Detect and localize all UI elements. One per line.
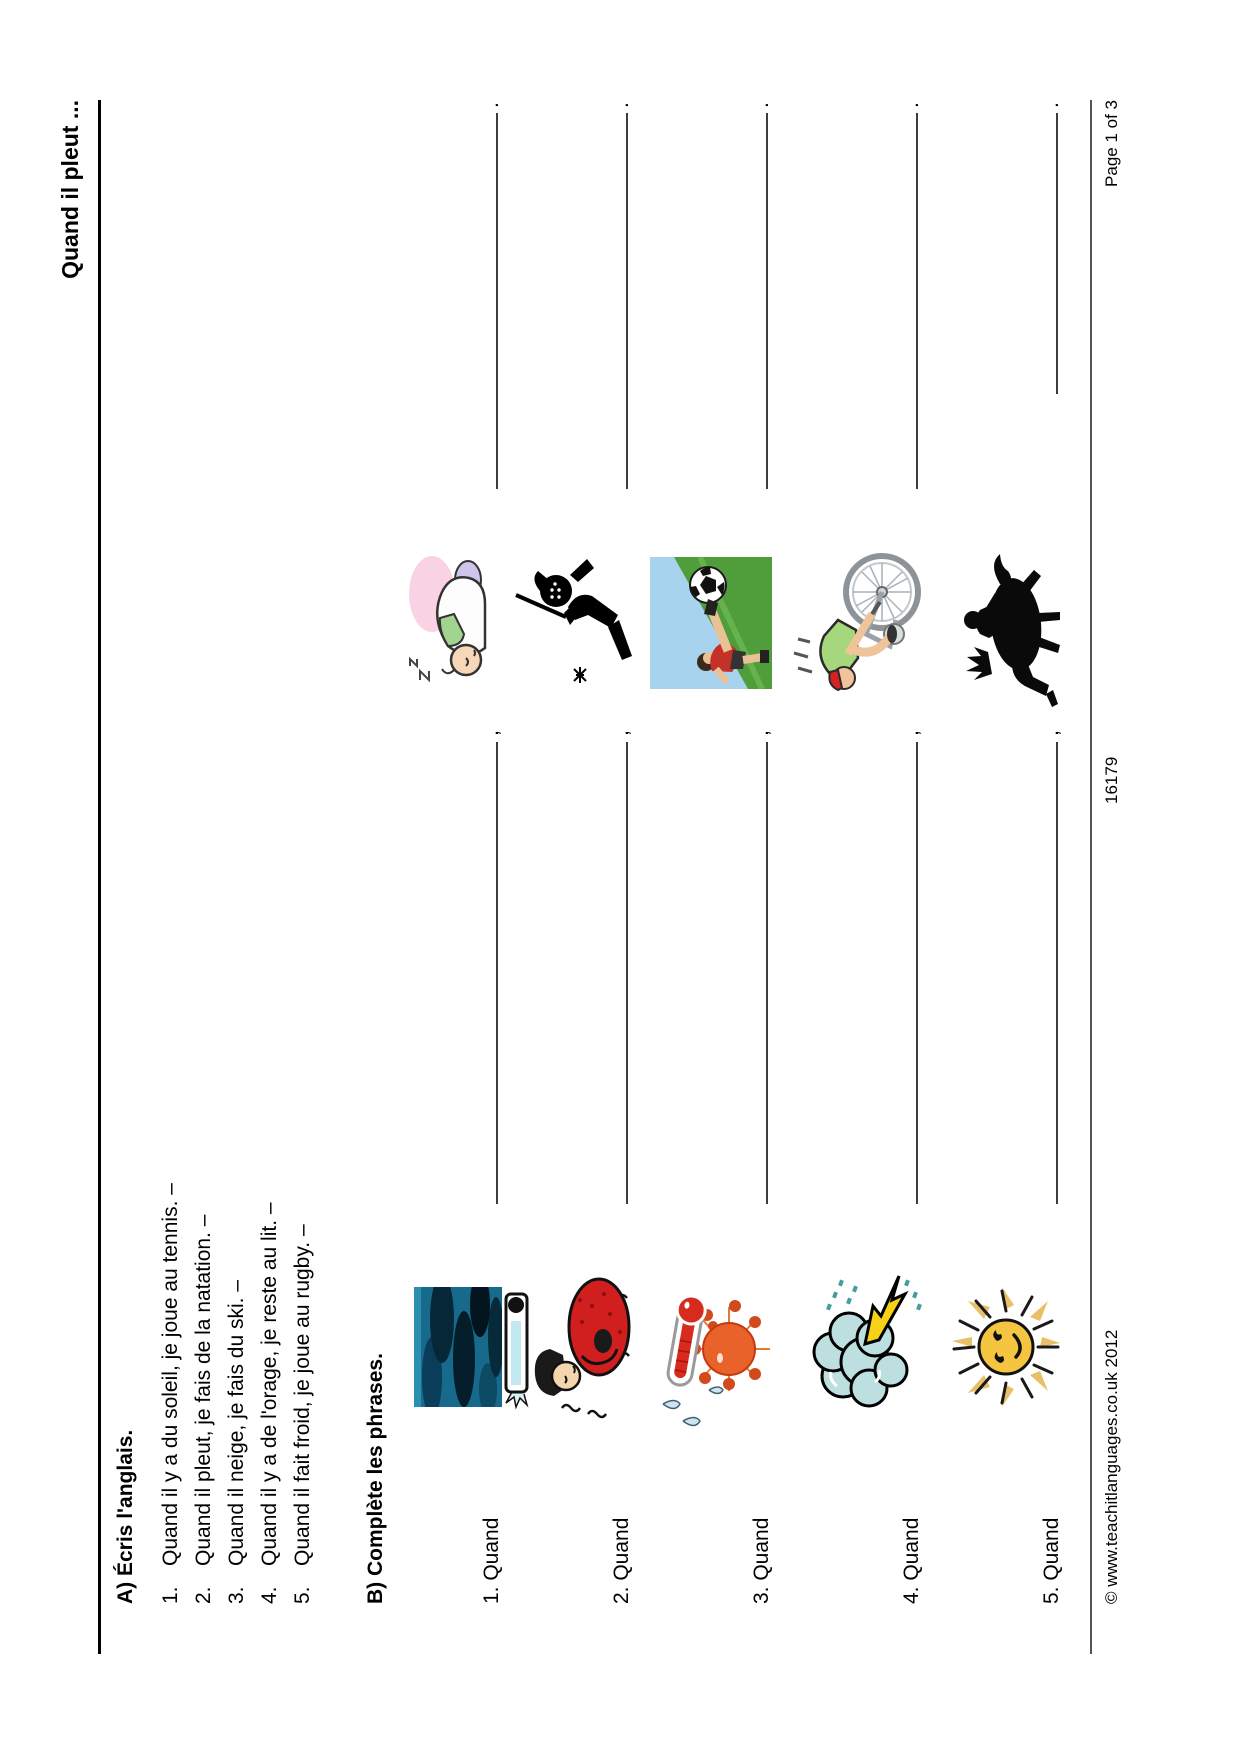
- answer-blank[interactable]: [626, 113, 628, 489]
- exercise-row: [792, 0, 924, 1754]
- section-a: [114, 1183, 319, 1604]
- footer-resource-number: 16179: [1102, 756, 1121, 804]
- row-label: 5. Quand: [1040, 1517, 1063, 1604]
- item-number: 3.: [225, 1586, 248, 1604]
- item-number: 1.: [159, 1586, 182, 1604]
- footer-rule: [1090, 100, 1092, 1654]
- answer-blank[interactable]: [916, 113, 918, 489]
- blank-terminator: .: [750, 102, 773, 108]
- fencing-clipart-icon: [514, 549, 632, 697]
- blank-terminator: .: [900, 102, 923, 108]
- footer-page-label: Page 1 of 3: [1102, 100, 1121, 187]
- blank-separator: ,: [480, 730, 503, 736]
- list-item: [253, 1183, 286, 1604]
- answer-blank[interactable]: [766, 113, 768, 489]
- blank-terminator: .: [610, 102, 633, 108]
- page-title: Quand il pleut ...: [57, 100, 83, 279]
- row-label: 2. Quand: [610, 1517, 633, 1604]
- hot-sun-thermometer-icon: [657, 1260, 772, 1435]
- answer-blank[interactable]: [766, 742, 768, 1204]
- blank-separator: ,: [750, 730, 773, 736]
- answer-blank[interactable]: [496, 742, 498, 1204]
- item-text: Quand il y a de l'orage, je reste au lit. –: [258, 1202, 281, 1566]
- list-item: [187, 1183, 220, 1604]
- answer-blank[interactable]: [1056, 742, 1058, 1204]
- smiling-sun-icon: [950, 1267, 1062, 1427]
- exercise-row: [502, 0, 634, 1754]
- item-text: Quand il pleut, je fais de la natation. –: [192, 1214, 215, 1566]
- answer-blank[interactable]: [1056, 113, 1058, 394]
- list-item: [286, 1183, 319, 1604]
- item-number: 2.: [192, 1586, 215, 1604]
- storm-cloud-lightning-icon: [805, 1272, 922, 1422]
- row-label: 1. Quand: [480, 1517, 503, 1604]
- list-item: [220, 1183, 253, 1604]
- blank-separator: ,: [1040, 730, 1063, 736]
- row-label: 4. Quand: [900, 1517, 923, 1604]
- answer-blank[interactable]: [496, 113, 498, 489]
- horse-riding-clipart-icon: [956, 544, 1062, 719]
- list-item: [154, 1183, 187, 1604]
- item-text: Quand il y a du soleil, je joue au tennis. –: [159, 1183, 182, 1566]
- exercise-row: [642, 0, 774, 1754]
- answer-blank[interactable]: [626, 742, 628, 1204]
- section-b-heading: B) Complète les phrases.: [364, 1353, 387, 1604]
- cycling-clipart-icon: [792, 548, 922, 698]
- row-label: 3. Quand: [750, 1517, 773, 1604]
- cold-shivering-person-icon: [502, 1272, 632, 1422]
- rainy-sky-photo-icon: [414, 1287, 502, 1407]
- football-kick-photo-icon: [650, 557, 772, 689]
- item-text: Quand il fait froid, je joue au rugby. –: [291, 1224, 314, 1566]
- blank-separator: ,: [900, 730, 923, 736]
- answer-blank[interactable]: [916, 742, 918, 1204]
- item-number: 4.: [258, 1586, 281, 1604]
- exercise-row: [932, 0, 1064, 1754]
- blank-terminator: .: [480, 102, 503, 108]
- exercise-row: [372, 0, 504, 1754]
- item-text: Quand il neige, je fais du ski. –: [225, 1279, 248, 1566]
- section-a-heading: A) Écris l'anglais.: [114, 1429, 137, 1604]
- sleeping-in-bed-clipart-icon: [404, 556, 502, 691]
- blank-separator: ,: [610, 730, 633, 736]
- blank-terminator: .: [1040, 102, 1063, 108]
- header-rule: [98, 100, 101, 1654]
- item-number: 5.: [291, 1586, 314, 1604]
- footer-copyright: © www.teachitlanguages.co.uk 2012: [1102, 1329, 1121, 1604]
